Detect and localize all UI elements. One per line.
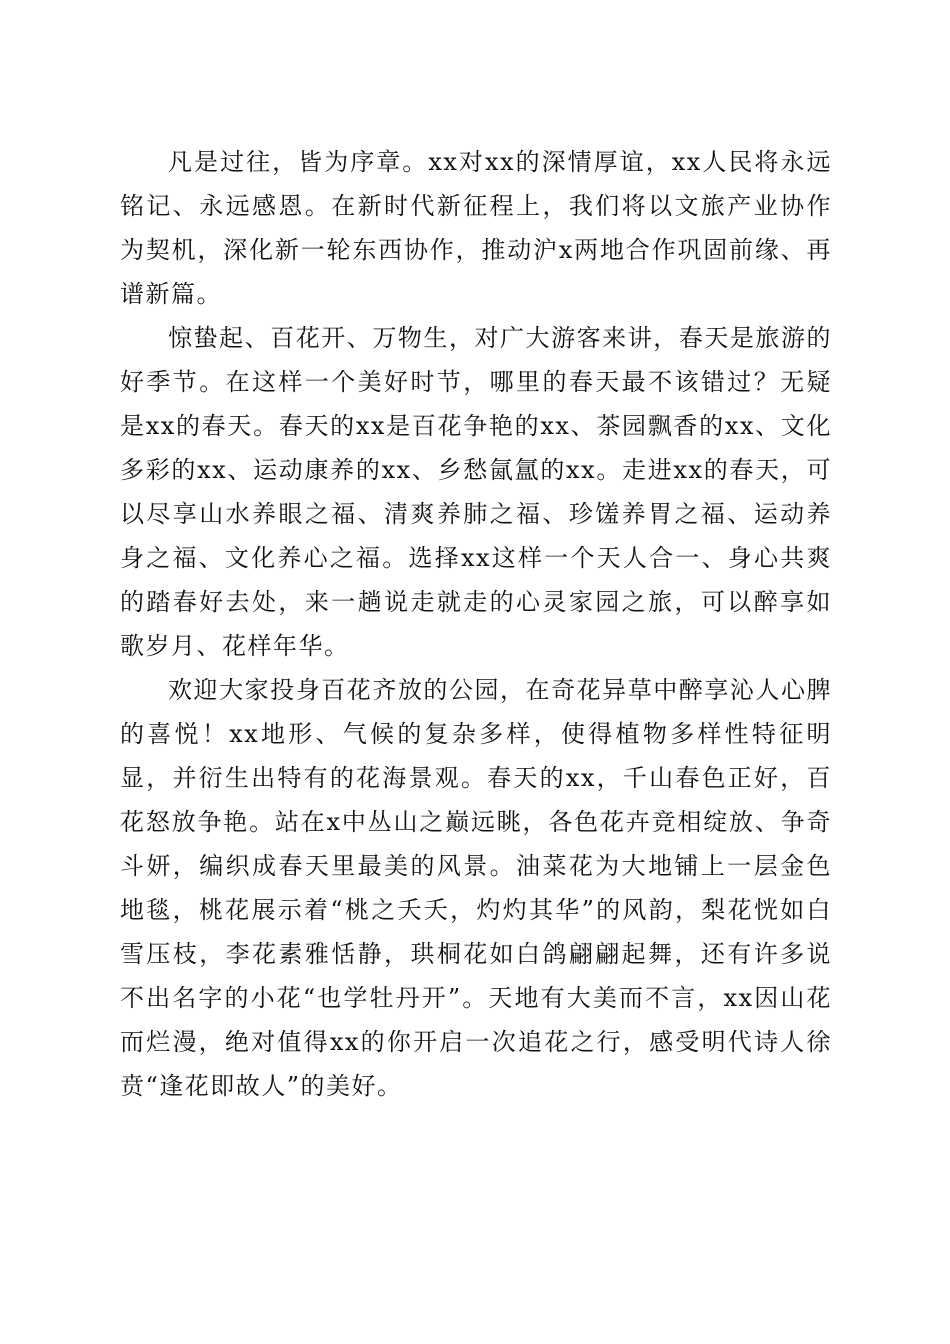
paragraph-2: 惊蛰起、百花开、万物生，对广大游客来讲，春天是旅游的好季节。在这样一个美好时节，哪里的春天最不该错过？无疑是xx的春天。春天的xx是百花争艳的xx、茶园飘香的xx、文化多彩的xx、运动康养的xx、乡愁氤氲的xx。走进xx的春天，可以尽享山水养眼之福、清爽养肺之福、珍馐养胃之福、运动养身之福、文化养心之福。选择xx这样一个天人合一、身心共爽的踏春好去处，来一趟说走就走的心灵家园之旅，可以醉享如歌岁月、花样年华。 <box>120 324 832 660</box>
paragraph-1: 凡是过往，皆为序章。xx对xx的深情厚谊，xx人民将永远铭记、永远感恩。在新时代新征程上，我们将以文旅产业协作为契机，深化新一轮东西协作，推动沪x两地合作巩固前缘、再谱新篇。 <box>120 148 832 308</box>
paragraph-3: 欢迎大家投身百花齐放的公园，在奇花异草中醉享沁人心脾的喜悦！xx地形、气候的复杂多样，使得植物多样性特征明显，并衍生出特有的花海景观。春天的xx，千山春色正好，百花怒放争艳。站在x中丛山之巅远眺，各色花卉竞相绽放、争奇斗妍，编织成春天里最美的风景。油菜花为大地铺上一层金色地毯，桃花展示着“桃之夭夭，灼灼其华”的风韵，梨花恍如白雪压枝，李花素雅恬静，珙桐花如白鸽翩翩起舞，还有许多说不出名字的小花“也学牡丹开”。天地有大美而不言，xx因山花而烂漫，绝对值得xx的你开启一次追花之行，感受明代诗人徐贲“逢花即故人”的美好。 <box>120 676 832 1100</box>
document-body <box>120 140 832 1108</box>
